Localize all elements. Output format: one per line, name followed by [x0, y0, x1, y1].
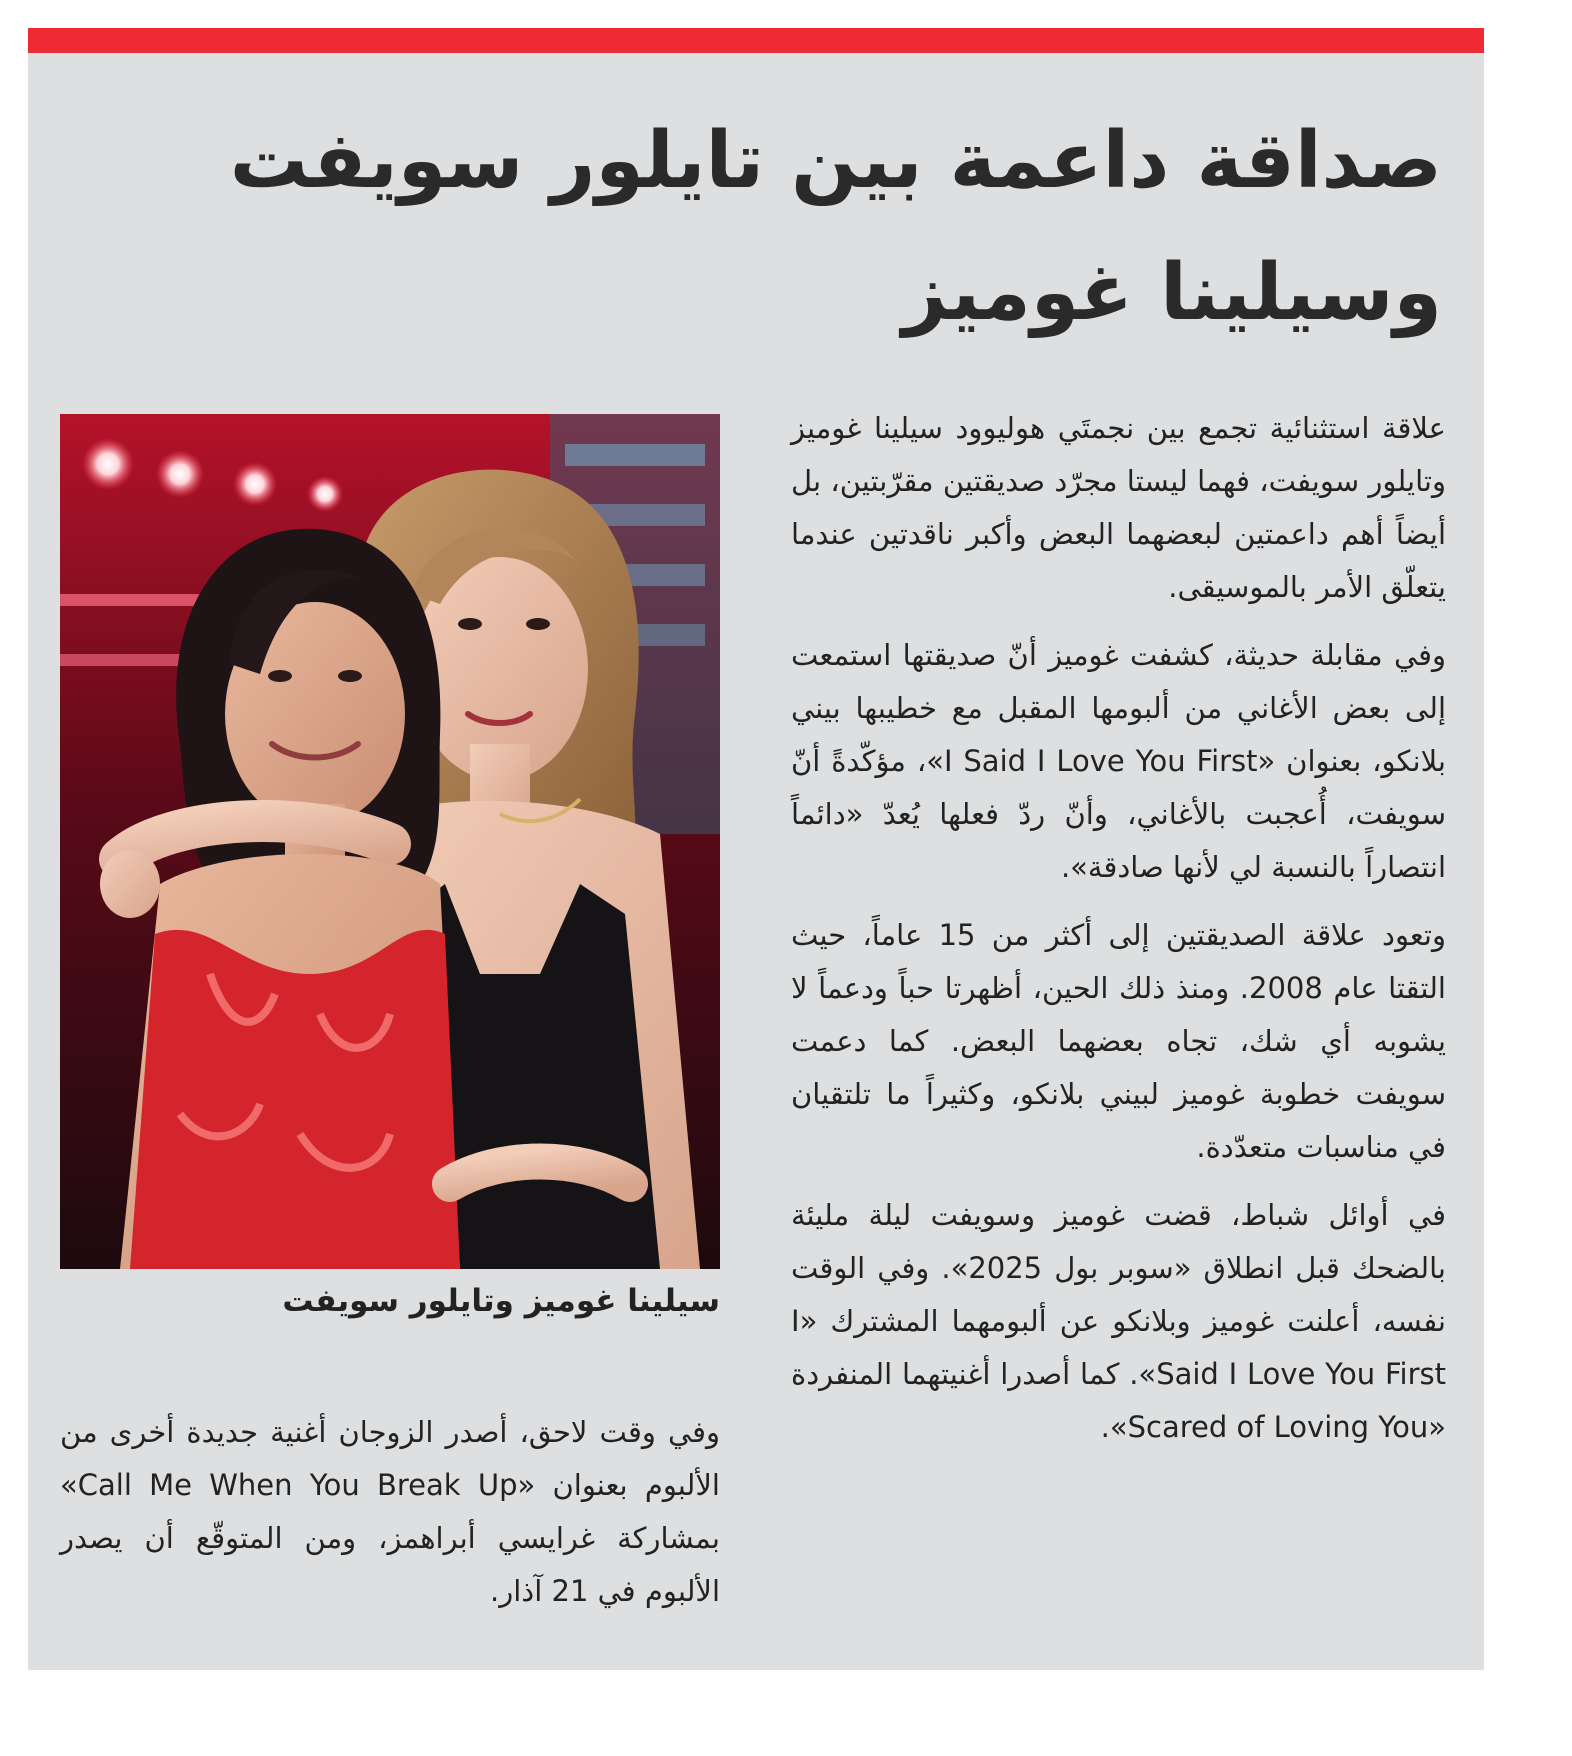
photo-illustration	[60, 414, 720, 1269]
article-paragraph: وتعود علاقة الصديقتين إلى أكثر من 15 عاماً، حيث التقتا عام 2008. ومنذ ذلك الحين، أظهرتا حباً ودعماً لا يشوبه أي شك، تجاه بعضهما البعض. كما دعمت سويفت خطوبة غوميز لبيني بلانكو، وكثيراً ما تلتقيان في مناسبات متعدّدة.	[791, 918, 1446, 1164]
article-headline: صداقة داعمة بين تايلور سويفت وسيلينا غوميز	[229, 116, 1442, 338]
article-paragraph: وفي مقابلة حديثة، كشفت غوميز أنّ صديقتها استمعت إلى بعض الأغاني من ألبومها المقبل مع خطيبها بيني بلانكو، بعنوان «I Said I Love You First»، مؤكّدةً أنّ سويفت، أُعجبت بالأغاني، وأنّ ردّ فعلها يُعدّ «دائماً انتصاراً بالنسبة لي لأنها صادقة».	[791, 638, 1446, 884]
article-paragraph: وفي وقت لاحق، أصدر الزوجان أغنية جديدة أخرى من الألبوم بعنوان «Call Me When You Break Up» بمشاركة غرايسي أبراهمز، ومن المتوقّع أن يصدر الألبوم في 21 آذار.	[60, 1415, 720, 1608]
accent-bar	[28, 28, 1484, 53]
article-photo	[60, 414, 720, 1269]
article-paragraph: في أوائل شباط، قضت غوميز وسويفت ليلة مليئة بالضحك قبل انطلاق «سوبر بول 2025». وفي الوقت نفسه، أعلنت غوميز وبلانكو عن ألبومهما المشترك «I Said I Love You First». كما أصدرا أغنيتهما المنفردة «Scared of Loving You».	[791, 1198, 1447, 1444]
article-paragraph: علاقة استثنائية تجمع بين نجمتَي هوليوود سيلينا غوميز وتايلور سويفت، فهما ليستا مجرّد صديقتين مقرّبتين، بل أيضاً أهم داعمتين لبعضهما البعض وأكبر ناقدتين عندما يتعلّق الأمر بالموسيقى.	[791, 411, 1446, 604]
article-body-left-column	[60, 1406, 720, 1618]
photo-caption: سيلينا غوميز وتايلور سويفت	[282, 1283, 720, 1319]
article-body-right-column	[791, 402, 1446, 1469]
